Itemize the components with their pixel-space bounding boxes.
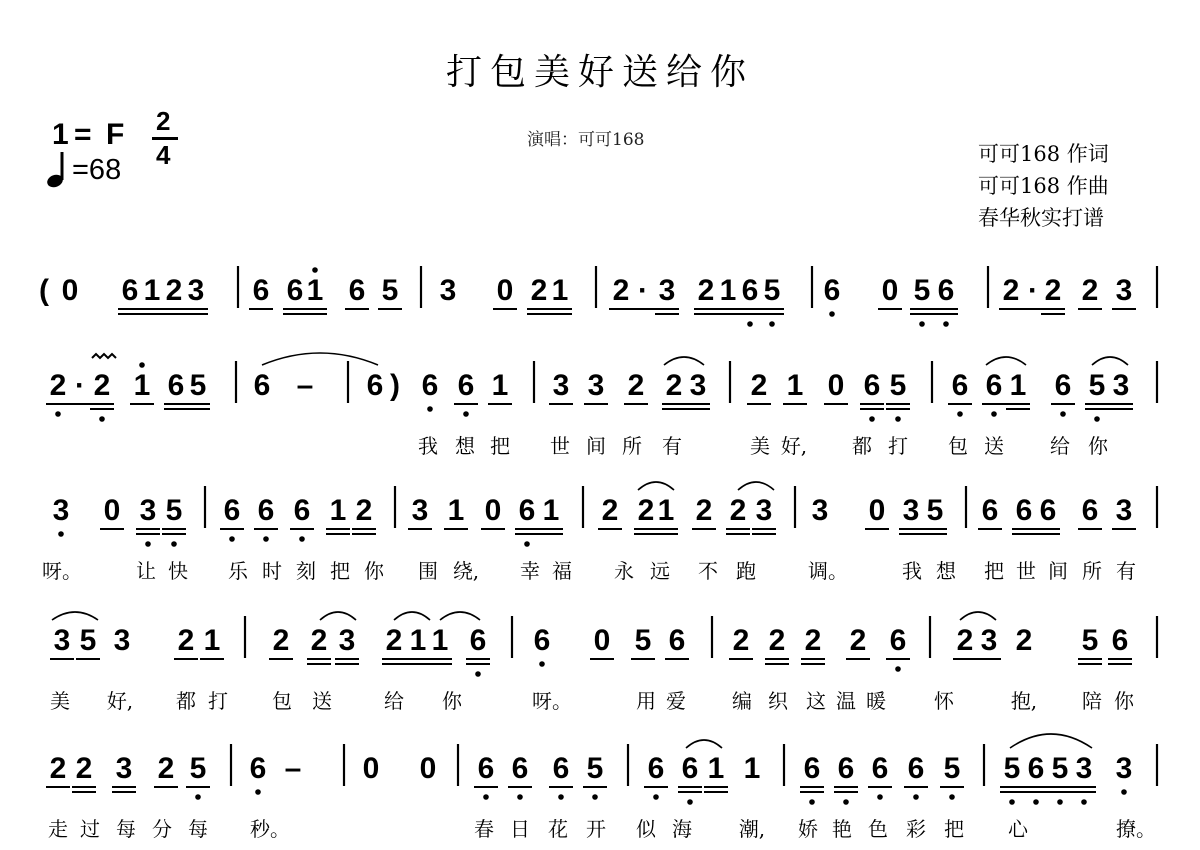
lyric: 送 <box>984 434 1004 458</box>
note: 3 <box>658 274 676 307</box>
low-octave-dot <box>653 794 659 800</box>
note: 3 <box>1115 494 1133 527</box>
note: 3 <box>115 752 133 785</box>
lyricist-credit: 可可168 作词 <box>978 142 1109 166</box>
lyric: 美 <box>750 434 770 458</box>
lyric: 你 <box>442 689 462 713</box>
note: 3 <box>587 369 605 402</box>
note: 2 <box>530 274 548 307</box>
low-octave-dot <box>299 536 305 542</box>
note: 0 <box>881 274 899 307</box>
slur <box>686 740 722 748</box>
lyric: 都 <box>852 434 872 458</box>
note: 5 <box>381 274 399 307</box>
note: 2 <box>49 369 67 402</box>
low-octave-dot <box>957 411 963 417</box>
lyric: 刻 <box>296 559 316 583</box>
note: 3 <box>1115 752 1133 785</box>
note: 3 <box>552 369 570 402</box>
lyric: 你 <box>364 559 384 583</box>
slur <box>738 482 774 490</box>
lyric: 把 <box>330 559 350 583</box>
note: 2 <box>804 624 822 657</box>
note: 2 <box>729 494 747 527</box>
note: 2 <box>665 369 683 402</box>
score-row <box>46 353 1157 458</box>
lyric: 所 <box>622 434 642 458</box>
low-octave-dot <box>463 411 469 417</box>
lyric: 有 <box>662 434 682 458</box>
note: 5 <box>763 274 781 307</box>
lyric: 时 <box>262 559 282 583</box>
note: 0 <box>103 494 121 527</box>
lyric: 间 <box>586 434 606 458</box>
score-row <box>42 482 1157 583</box>
note: 1 <box>409 624 427 657</box>
lyric: 似 <box>636 817 656 841</box>
page-title: 打包美好送给你 <box>445 52 754 93</box>
time-signature-bottom: 4 <box>156 140 171 170</box>
lyric: 你 <box>1088 434 1108 458</box>
low-octave-dot <box>99 416 105 422</box>
note: 6 <box>823 274 841 307</box>
note: · <box>75 369 85 402</box>
note: 6 <box>681 752 699 785</box>
lyric: 每 <box>116 817 136 841</box>
tempo-value: =68 <box>72 154 122 186</box>
lyric: 把 <box>490 434 510 458</box>
lyric: 开 <box>586 817 606 841</box>
low-octave-dot <box>869 416 875 422</box>
note: 2 <box>177 624 195 657</box>
mordent-icon <box>92 354 116 358</box>
score-row <box>39 266 1157 327</box>
note: 6 <box>1111 624 1129 657</box>
low-octave-dot <box>195 794 201 800</box>
lyric: 娇 <box>798 817 818 841</box>
lyric: 跑 <box>736 559 756 583</box>
lyric: 送 <box>312 689 332 713</box>
note: 1 <box>203 624 221 657</box>
lyric: 乐 <box>228 559 248 583</box>
low-octave-dot <box>895 416 901 422</box>
note: 3 <box>411 494 429 527</box>
note: 6 <box>871 752 889 785</box>
note: 6 <box>1039 494 1057 527</box>
slur <box>262 353 378 365</box>
note: 2 <box>355 494 373 527</box>
note: 5 <box>189 752 207 785</box>
note: 5 <box>943 752 961 785</box>
lyric: 春 <box>474 817 494 841</box>
note: 3 <box>113 624 131 657</box>
lyric: 撩。 <box>1116 817 1156 841</box>
note: 5 <box>1088 369 1106 402</box>
low-octave-dot <box>539 661 545 667</box>
note: 2 <box>93 369 111 402</box>
lyric: 爱 <box>666 689 686 713</box>
note: 3 <box>1075 752 1093 785</box>
low-octave-dot <box>1081 799 1087 805</box>
lyric: 福 <box>552 559 572 583</box>
note: 6 <box>257 494 275 527</box>
note: 1 <box>786 369 804 402</box>
note: 2 <box>49 752 67 785</box>
lyric: 永 <box>614 559 634 583</box>
note: 2 <box>1002 274 1020 307</box>
note: 2 <box>310 624 328 657</box>
note: 0 <box>61 274 79 307</box>
lyric: 我 <box>418 434 438 458</box>
lyric: 每 <box>188 817 208 841</box>
low-octave-dot <box>1094 416 1100 422</box>
note: 6 <box>907 752 925 785</box>
note: 1 <box>133 369 151 402</box>
note: 6 <box>469 624 487 657</box>
note: 3 <box>53 624 71 657</box>
low-octave-dot <box>1009 799 1015 805</box>
low-octave-dot <box>919 321 925 327</box>
note: ( <box>39 274 49 307</box>
note: 0 <box>484 494 502 527</box>
lyric: 包 <box>948 434 968 458</box>
lyric: 世 <box>1016 559 1036 583</box>
note: 5 <box>1003 752 1021 785</box>
note: 2 <box>75 752 93 785</box>
high-octave-dot <box>312 267 318 273</box>
note: 6 <box>647 752 665 785</box>
lyric: 潮, <box>738 817 766 841</box>
note: 6 <box>741 274 759 307</box>
note: 2 <box>627 369 645 402</box>
lyric: 艳 <box>832 817 852 841</box>
note: 3 <box>689 369 707 402</box>
lyric: 怀 <box>934 689 954 713</box>
score-row <box>50 612 1157 713</box>
note: 6 <box>837 752 855 785</box>
note: · <box>638 274 648 307</box>
note: 2 <box>165 274 183 307</box>
lyric: 日 <box>510 817 530 841</box>
note: 2 <box>695 494 713 527</box>
low-octave-dot <box>843 799 849 805</box>
note: ) <box>390 369 400 402</box>
lyric: 想 <box>455 434 475 458</box>
note: 0 <box>496 274 514 307</box>
note: 3 <box>338 624 356 657</box>
note: · <box>1028 274 1038 307</box>
low-octave-dot <box>949 794 955 800</box>
lyric: 花 <box>548 817 568 841</box>
lyric: 打 <box>208 689 228 713</box>
slur <box>986 357 1026 365</box>
note: 5 <box>926 494 944 527</box>
lyric: 心 <box>1008 817 1028 841</box>
low-octave-dot <box>943 321 949 327</box>
note: 6 <box>293 494 311 527</box>
note: 3 <box>1115 274 1133 307</box>
lyric: 暖 <box>866 689 886 713</box>
lyric: 围 <box>418 559 438 583</box>
note: 6 <box>477 752 495 785</box>
note: 6 <box>253 369 271 402</box>
note: 3 <box>980 624 998 657</box>
note: 1 <box>707 752 725 785</box>
lyric: 过 <box>80 817 100 841</box>
low-octave-dot <box>524 541 530 547</box>
note: 0 <box>868 494 886 527</box>
lyric: 编 <box>732 689 752 713</box>
note: 3 <box>1112 369 1130 402</box>
note: 6 <box>121 274 139 307</box>
note: 3 <box>902 494 920 527</box>
note: 1 <box>491 369 509 402</box>
note: 6 <box>985 369 1003 402</box>
note: 6 <box>249 752 267 785</box>
low-octave-dot <box>913 794 919 800</box>
low-octave-dot <box>263 536 269 542</box>
note: 6 <box>937 274 955 307</box>
low-octave-dot <box>483 794 489 800</box>
note: 1 <box>431 624 449 657</box>
note: 6 <box>668 624 686 657</box>
note: 5 <box>189 369 207 402</box>
low-octave-dot <box>895 666 901 672</box>
note: 0 <box>827 369 845 402</box>
low-octave-dot <box>558 794 564 800</box>
note: 0 <box>593 624 611 657</box>
low-octave-dot <box>829 311 835 317</box>
note: 0 <box>362 752 380 785</box>
note: 2 <box>1044 274 1062 307</box>
lyric: 包 <box>272 689 292 713</box>
note: 1 <box>329 494 347 527</box>
lyric: 调。 <box>808 559 848 583</box>
note: 6 <box>252 274 270 307</box>
low-octave-dot <box>229 536 235 542</box>
low-octave-dot <box>769 321 775 327</box>
note: 1 <box>542 494 560 527</box>
slur <box>1010 734 1092 748</box>
note: 3 <box>755 494 773 527</box>
lyric: 海 <box>672 817 692 841</box>
low-octave-dot <box>1057 799 1063 805</box>
slur <box>1092 357 1128 365</box>
note: – <box>296 369 314 402</box>
slur <box>394 612 430 620</box>
note: 2 <box>956 624 974 657</box>
lyric: 秒。 <box>250 817 290 841</box>
lyric: 把 <box>944 817 964 841</box>
slur <box>440 612 480 620</box>
note: 1 <box>551 274 569 307</box>
score-row <box>46 734 1157 841</box>
lyric: 我 <box>902 559 922 583</box>
lyric: 不 <box>698 559 718 583</box>
low-octave-dot <box>687 799 693 805</box>
note: 2 <box>750 369 768 402</box>
note: 6 <box>167 369 185 402</box>
lyric: 温 <box>836 689 856 713</box>
do-symbol: 1 <box>52 118 69 151</box>
low-octave-dot <box>877 794 883 800</box>
lyric: 世 <box>550 434 570 458</box>
note: 5 <box>1081 624 1099 657</box>
note: 6 <box>803 752 821 785</box>
note: 2 <box>612 274 630 307</box>
lyric: 织 <box>768 689 788 713</box>
note: 6 <box>1027 752 1045 785</box>
note: 5 <box>586 752 604 785</box>
note: 6 <box>981 494 999 527</box>
note: 1 <box>447 494 465 527</box>
note: 5 <box>79 624 97 657</box>
note: – <box>284 752 302 785</box>
low-octave-dot <box>592 794 598 800</box>
note: 6 <box>366 369 384 402</box>
lyric: 走 <box>48 817 68 841</box>
note: 2 <box>601 494 619 527</box>
note: 6 <box>1081 494 1099 527</box>
note: 5 <box>889 369 907 402</box>
note: 6 <box>511 752 529 785</box>
singer-credit: 演唱：可可168 <box>527 130 645 150</box>
note: 5 <box>165 494 183 527</box>
note: 1 <box>719 274 737 307</box>
low-octave-dot <box>809 799 815 805</box>
note: 0 <box>419 752 437 785</box>
note: 3 <box>439 274 457 307</box>
lyric: 美 <box>50 689 70 713</box>
lyric: 幸 <box>520 559 540 583</box>
note: 2 <box>385 624 403 657</box>
low-octave-dot <box>58 531 64 537</box>
lyric: 好, <box>780 434 808 458</box>
lyric: 都 <box>176 689 196 713</box>
note: 6 <box>533 624 551 657</box>
note: 3 <box>52 494 70 527</box>
note: 2 <box>732 624 750 657</box>
lyric: 抱, <box>1010 689 1038 713</box>
note: 6 <box>951 369 969 402</box>
lyric: 分 <box>152 817 172 841</box>
note: 6 <box>863 369 881 402</box>
note: 3 <box>139 494 157 527</box>
slur <box>638 482 674 490</box>
note: 2 <box>768 624 786 657</box>
key-name: F <box>106 118 125 151</box>
lyric: 好, <box>106 689 134 713</box>
slur <box>320 612 356 620</box>
equals-sign: = <box>74 118 92 151</box>
lyric: 快 <box>168 559 188 583</box>
low-octave-dot <box>1121 789 1127 795</box>
lyric: 把 <box>984 559 1004 583</box>
lyric: 远 <box>650 559 670 583</box>
note: 2 <box>157 752 175 785</box>
time-signature-top: 2 <box>156 106 171 136</box>
note: 1 <box>306 274 324 307</box>
note: 6 <box>286 274 304 307</box>
note: 5 <box>634 624 652 657</box>
lyric: 呀。 <box>42 559 82 583</box>
note: 1 <box>1009 369 1027 402</box>
lyric: 让 <box>136 559 156 583</box>
note: 5 <box>1051 752 1069 785</box>
slur <box>52 612 98 620</box>
low-octave-dot <box>255 789 261 795</box>
note: 6 <box>457 369 475 402</box>
slur <box>664 357 704 365</box>
note: 3 <box>187 274 205 307</box>
low-octave-dot <box>55 411 61 417</box>
note: 6 <box>889 624 907 657</box>
lyric: 陪 <box>1082 689 1102 713</box>
lyric: 打 <box>888 434 908 458</box>
lyric: 想 <box>936 559 956 583</box>
low-octave-dot <box>1033 799 1039 805</box>
note: 5 <box>913 274 931 307</box>
low-octave-dot <box>171 541 177 547</box>
low-octave-dot <box>991 411 997 417</box>
note: 1 <box>657 494 675 527</box>
low-octave-dot <box>517 794 523 800</box>
note: 6 <box>223 494 241 527</box>
slur <box>960 612 996 620</box>
lyric: 这 <box>806 689 826 713</box>
note: 2 <box>272 624 290 657</box>
note: 2 <box>637 494 655 527</box>
lyric: 用 <box>636 689 656 713</box>
low-octave-dot <box>1060 411 1066 417</box>
note: 6 <box>421 369 439 402</box>
composer-credit: 可可168 作曲 <box>978 174 1109 198</box>
low-octave-dot <box>747 321 753 327</box>
note: 6 <box>552 752 570 785</box>
lyric: 你 <box>1114 689 1134 713</box>
note: 6 <box>348 274 366 307</box>
lyric: 绕, <box>452 559 480 583</box>
lyric: 所 <box>1082 559 1102 583</box>
note: 6 <box>1054 369 1072 402</box>
low-octave-dot <box>145 541 151 547</box>
note: 2 <box>1081 274 1099 307</box>
note: 1 <box>143 274 161 307</box>
lyric: 彩 <box>906 817 926 841</box>
note: 1 <box>743 752 761 785</box>
low-octave-dot <box>475 671 481 677</box>
lyric: 给 <box>1050 434 1070 458</box>
note: 3 <box>811 494 829 527</box>
lyric: 给 <box>384 689 404 713</box>
note: 6 <box>1015 494 1033 527</box>
lyric: 呀。 <box>532 689 572 713</box>
transcriber-credit: 春华秋实打谱 <box>978 206 1104 230</box>
lyric: 间 <box>1048 559 1068 583</box>
note: 6 <box>518 494 536 527</box>
low-octave-dot <box>427 406 433 412</box>
note: 2 <box>697 274 715 307</box>
note: 2 <box>1015 624 1033 657</box>
note: 2 <box>849 624 867 657</box>
lyric: 色 <box>868 817 888 841</box>
high-octave-dot <box>139 362 145 368</box>
lyric: 有 <box>1116 559 1136 583</box>
